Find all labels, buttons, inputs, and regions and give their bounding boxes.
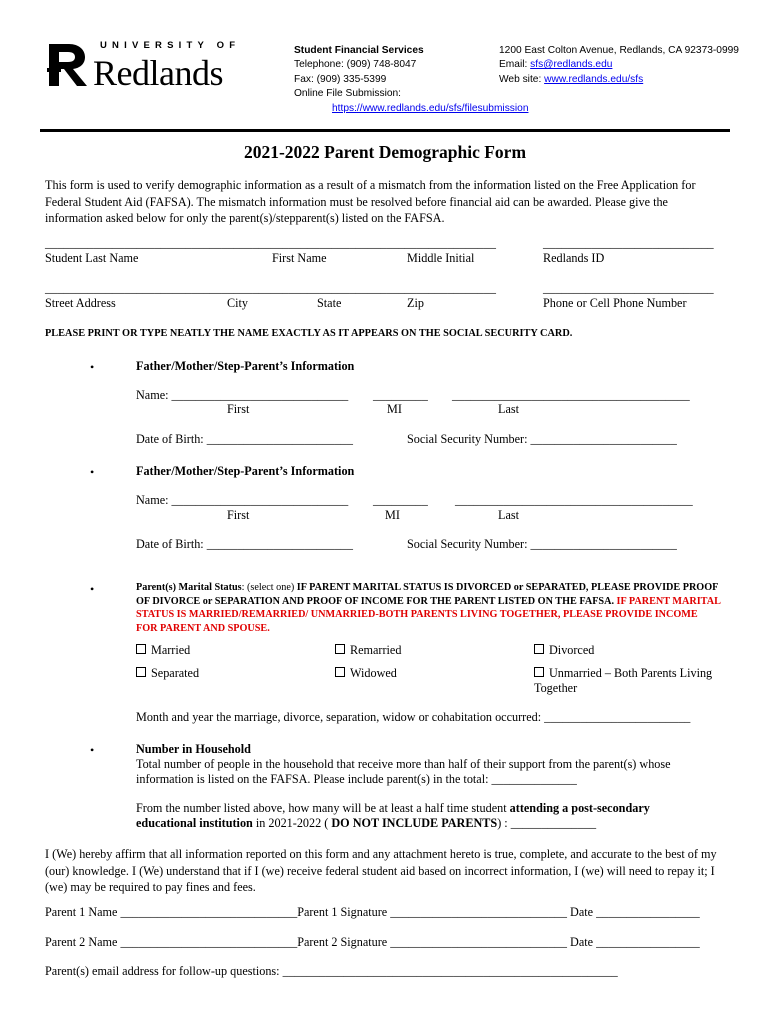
- label-student-last-name: Student Last Name: [45, 251, 139, 265]
- parent2-label-first: First: [227, 508, 250, 522]
- bullet-icon: •: [90, 743, 95, 757]
- label-middle-initial: Middle Initial: [407, 251, 475, 265]
- parent-email-row[interactable]: Parent(s) email address for follow-up questions: _______________________________________________________: [45, 964, 618, 978]
- parent2-signature-row[interactable]: Parent 2 Name _____________________________Parent 2 Signature _____________________________ Date _________________: [45, 935, 700, 949]
- marital-status-instructions: [136, 581, 721, 635]
- office-fax: Fax: (909) 335-5399: [294, 73, 387, 85]
- label-state: State: [317, 296, 342, 310]
- household-students[interactable]: [136, 801, 656, 832]
- checkbox-icon[interactable]: [136, 644, 146, 654]
- students-prefix: From the number listed above, how many will be at least a half time student: [136, 801, 510, 815]
- option-separated[interactable]: [136, 666, 199, 681]
- option-unmarried[interactable]: [534, 666, 724, 696]
- checkbox-icon[interactable]: [136, 667, 146, 677]
- parent1-mi-line[interactable]: _________: [373, 388, 428, 402]
- parent1-dob[interactable]: Date of Birth: ________________________: [136, 432, 353, 446]
- label-phone: Phone or Cell Phone Number: [543, 296, 687, 310]
- parent2-dob[interactable]: Date of Birth: ________________________: [136, 537, 353, 551]
- online-submission-link[interactable]: https://www.redlands.edu/sfs/filesubmission: [332, 102, 529, 114]
- option-divorced[interactable]: [534, 643, 594, 658]
- print-notice: PLEASE PRINT OR TYPE NEATLY THE NAME EXACTLY AS IT APPEARS ON THE SOCIAL SECURITY CARD.: [45, 328, 573, 339]
- checkbox-icon[interactable]: [534, 644, 544, 654]
- option-remarried-label: Remarried: [350, 643, 402, 657]
- intro-paragraph: This form is used to verify demographic information as a result of a mismatch from the information listed on the Free Application for Federal Student Aid (FAFSA). The mismatch information must be resolved before financial aid can be awarded. Please give the information asked below for only the parent(s)/stepparent(s) listed on the FAFSA.: [45, 178, 696, 225]
- website-link[interactable]: www.redlands.edu/sfs: [544, 73, 644, 85]
- option-widowed-label: Widowed: [350, 666, 397, 680]
- parent2-ssn[interactable]: Social Security Number: ________________________: [407, 537, 677, 551]
- label-zip: Zip: [407, 296, 424, 310]
- header-divider: [40, 129, 730, 132]
- affirmation-paragraph: I (We) hereby affirm that all information reported on this form and any attachment hereto is true, complete, and accurate to the best of my (our) knowledge. I (We) understand that if I (we) receive federal student aid based on incorrect information, I (we) will need to repay it; I (we) may be required to pay fines and fees.: [45, 847, 717, 894]
- bullet-icon: •: [90, 465, 95, 479]
- logo-university-of: UNIVERSITY OF: [100, 40, 241, 51]
- label-city: City: [227, 296, 248, 310]
- address-line[interactable]: __________________________________________________________________________: [45, 281, 496, 295]
- label-first-name: First Name: [272, 251, 327, 265]
- student-name-line[interactable]: __________________________________________________________________________: [45, 236, 496, 250]
- form-title: 2021-2022 Parent Demographic Form: [243, 142, 527, 162]
- marital-date-line[interactable]: Month and year the marriage, divorce, separation, widow or cohabitation occurred: ________________________: [136, 710, 691, 724]
- parent2-mi-line[interactable]: _________: [373, 493, 428, 507]
- marital-status-label: Parent(s) Marital Status: [136, 582, 242, 593]
- checkbox-icon[interactable]: [335, 667, 345, 677]
- label-redlands-id: Redlands ID: [543, 251, 605, 265]
- students-bold-no-parents: DO NOT INCLUDE PARENTS: [331, 816, 498, 831]
- phone-line[interactable]: ____________________________: [543, 281, 714, 295]
- students-suffix: ) : ______________: [497, 816, 597, 831]
- option-divorced-label: Divorced: [549, 643, 595, 657]
- parent1-last-line[interactable]: _______________________________________: [452, 388, 690, 402]
- email-link[interactable]: sfs@redlands.edu: [530, 59, 613, 71]
- option-remarried[interactable]: [335, 643, 401, 658]
- logo-redlands-wordmark: Redlands: [93, 53, 223, 93]
- parent1-signature-row[interactable]: Parent 1 Name _____________________________Parent 1 Signature _____________________________ Date _________________: [45, 905, 700, 919]
- option-separated-label: Separated: [151, 666, 200, 680]
- office-address-block: [499, 44, 739, 87]
- online-submission-label: Online File Submission:: [294, 88, 402, 100]
- bullet-icon: •: [90, 360, 95, 374]
- parent2-last-line[interactable]: _______________________________________: [455, 493, 693, 507]
- bullet-icon: •: [90, 582, 95, 596]
- redlands-id-line[interactable]: ____________________________: [543, 236, 714, 250]
- parent2-heading: Father/Mother/Step-Parent’s Information: [136, 464, 355, 478]
- office-address: 1200 East Colton Avenue, Redlands, CA 92373-0999: [499, 45, 739, 56]
- parent1-label-first: First: [227, 402, 250, 416]
- parent1-ssn[interactable]: Social Security Number: ________________________: [407, 432, 677, 446]
- email-label: Email:: [499, 59, 531, 71]
- household-text[interactable]: Total number of people in the household that receive more than half of their support from the parent(s) whose information is listed on the FAFSA. Please include parent(s) in the total: ______________: [136, 757, 671, 787]
- parent2-label-last: Last: [498, 508, 519, 522]
- marital-married-note: IF PARENT MARITAL STATUS IS MARRIED/REMARRIED/ UNMARRIED-BOTH PARENTS LIVING TOGETHER, PLEASE PROVIDE INCOME FOR PARENT AND SPOUSE.: [136, 595, 721, 634]
- label-street-address: Street Address: [45, 296, 116, 310]
- checkbox-icon[interactable]: [534, 667, 544, 677]
- parent1-name-line[interactable]: Name: _____________________________: [136, 388, 349, 402]
- marital-select-one: : (select one): [241, 582, 297, 593]
- students-bold-institution: attending a post-secondary educational institution: [136, 801, 650, 831]
- parent1-label-last: Last: [498, 402, 519, 416]
- parent1-heading: Father/Mother/Step-Parent’s Information: [136, 359, 355, 373]
- option-married[interactable]: [136, 643, 190, 658]
- parent2-label-mi: MI: [385, 508, 400, 522]
- website-label: Web site:: [499, 73, 545, 85]
- option-unmarried-label: Unmarried – Both Parents Living Together: [534, 666, 713, 695]
- redlands-r-mark-icon: [47, 42, 91, 88]
- office-telephone: Telephone: (909) 748-8047: [294, 59, 417, 71]
- option-married-label: Married: [151, 643, 191, 657]
- option-widowed[interactable]: [335, 666, 397, 681]
- office-name: Student Financial Services: [294, 45, 424, 56]
- checkbox-icon[interactable]: [335, 644, 345, 654]
- office-contact: [294, 44, 531, 116]
- parent1-label-mi: MI: [387, 402, 402, 416]
- parent2-name-line[interactable]: Name: _____________________________: [136, 493, 349, 507]
- students-mid: in 2021-2022 (: [252, 816, 332, 831]
- household-heading: Number in Household: [136, 742, 251, 756]
- marital-divorced-note: IF PARENT MARITAL STATUS IS DIVORCED or SEPARATED, PLEASE PROVIDE PROOF OF DIVORCE or SEPARATION AND PROOF OF INCOME FOR THE PARENT LISTED ON THE FAFSA.: [136, 582, 719, 607]
